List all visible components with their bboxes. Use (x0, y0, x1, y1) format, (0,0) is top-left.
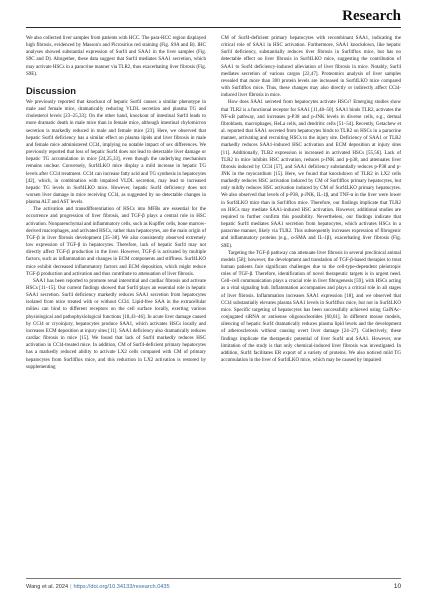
discussion-paragraph-3-continued: CM of Surf4-deficient primary hepatocytes with recombinant SAA1, indicating the critical role of SAA1 in HSC activation. Furthermore, SAA1 knockdown, like hepatic Surf4 deficiency, substantially reduces liver fibrosis in Surf4flox mice, but has no detectable effect on liver fibrosis in Surf4LKO mice, suggesting the contribution of SAA1 to Surf4 deficiency-induced alleviation of liver fibrosis in mice. Notably, Surf4 mediates secretion of various cargos [22,47]. Proteomics analysis of liver samples revealed that more than 300 protein levels are increased in Surf4LKO mice compared with Surf4flox mice. Thus, these changes may also directly or indirectly affect CCl4-induced liver fibrosis in mice. (221, 36, 401, 99)
doi-link[interactable]: https://doi.org/10.34133/research.0435 (73, 584, 170, 590)
discussion-paragraph-1: We previously reported that knockout of hepatic Surf4 causes a similar phenotype in male and female mice, dramatically reducing VLDL secretion and plasma TG and cholesterol levels [23–25,33]. On the other hand, knockout of intestinal Surf4 leads to more dramatic death in male mice than in female mice, although intestinal chylomicron secretion is markedly reduced in male and female mice [23]. Here, we observed that hepatic Surf4 deficiency has a similar effect on plasma lipids and liver fibrosis in male and female mice administered CCl4, implying no notable impact of sex differences. We previously reported that loss of hepatic Surf4 does not lead to detectable liver damage or hepatic TG accumulation in mice [24,25,33], even though the underlying mechanism remains unclear. Conversely, Surf4LKO mice display a mild increase in hepatic TG levels after CCl4 treatment. CCl4 can increase fatty acid and TG synthesis in hepatocytes [42], which, in combination with impaired VLDL secretion, may lead to increased hepatic TG levels in Surf4LKO mice. However, hepatic Surf4 deficiency does not worsen liver damage in mice receiving CCl4, as suggested by no detectable changes in plasma ALT and AST levels. (26, 99, 206, 206)
discussion-paragraph-4: How does SAA1 secreted from hepatocytes activate HSCs? Emerging studies show that TLR2 is a functional receptor for SAA1 [11,48–50]. SAA1 binds TLR2, activates the NF-κB pathway, and increases p-P38 and p-JNK levels in diverse cells, e.g., dermal fibroblasts, macrophages, HeLa cells, and dendritic cells [51–54]. Recently, Getachew et al. reported that SAA1 secreted from hepatocytes binds to TLR2 on HSCs in a paracrine manner, activating and recruiting HSCs to the injury site. Deficiency of SAA1 or TLR2 markedly reduces SAA1-induced HSC activation and ECM deposition at injury sites [11]. Additionally, TLR2 expression is increased in activated HSCs [55,56]. Lack of TLR2 in mice inhibits HSC activation, reduces p-JNK and p-p38, and attenuates liver fibrosis induced by CCl4 [57], and SAA1 deficiency substantially reduces p-P38 and p-JNK in the myocardium [15]. Here, we found that knockdown of TLR2 in LX2 cells markedly reduces HSC activation induced by CM of Surf4flox primary hepatocytes, but only mildly reduces HSC activation induced by CM of Surf4LKO primary hepatocytes. We also observed that levels of p-P38, p-JNK, IL-1β, and TNF-α in the liver were lower in Surf4LKO mice than in Surf4flox mice. Therefore, our findings implicate that TLR2 on HSCs may mediate SAA1-induced HSC activation. However, additional studies are required to further confirm this possibility. Nevertheless, our findings indicate that hepatic Surf4 mediates SAA1 secretion from hepatocytes, which activates HSCs in a paracrine manner, likely via TLR2. This subsequently increases expression of fibrogenic and inflammatory proteins (e.g., α-SMA and IL-1β), exacerbating liver fibrosis (Fig. S9E). (221, 100, 401, 249)
footer-rule (26, 578, 401, 579)
results-paragraph: We also collected liver samples from patients with HCC. The para-HCC region displayed high fibrosis, evidenced by Masson's and Picrosirius red staining (Fig. S9A and B). IHC analyses showed substantial expression of Surf4 and SAA1 in the liver samples (Fig. S9C and D). Altogether, these data suggest that Surf4 mediates SAA1 secretion, which may activate HSCs in a paracrine manner via TLR2, thus exacerbating liver fibrosis (Fig. S9E). (26, 36, 206, 77)
discussion-paragraph-5: Targeting the TGF-β pathway can attenuate liver fibrosis in several preclinical animal models [58]; however, the development and translation of TGF-β-based therapies to treat human patients face significant challenges due to the cell-type-dependent pleiotropic roles of TGF-β. Therefore, identification of novel therapeutic targets is in urgent need. Cell–cell communication plays a crucial role in liver fibrogenesis [59], with HSCs acting as a vital signaling hub. Inflammation accompanies and plays a critical role in all stages of liver fibrosis. Inflammation increases SAA1 expression [18], and we observed that CCl4 substantially elevates plasma SAA1 levels in Surf4flox mice, but not in Surf4LKO mice. Specific targeting of hepatocytes has been successfully achieved using GalNAc-conjugated siRNA or antisense oligonucleotides [60,61]. In different mouse models, silencing of hepatic Surf4 dramatically reduces plasma lipid levels and the development of atherosclerosis without causing overt liver damage [24–27]. Collectively, these findings implicate the therapeutic potential of liver Surf4 and SAA1. However, one limitation of the study is that only chemical-induced liver fibrosis was investigated. In addition, Surf4 facilitates ER export of a variety of proteins. We also noticed mild TG accumulation in the liver of Surf4LKO mice, which may be caused by impaired (221, 250, 401, 364)
left-column (26, 35, 206, 371)
discussion-heading: Discussion (26, 84, 77, 96)
citation-text: Wang et al. 2024 (26, 584, 69, 590)
discussion-paragraph-2: The activation and transdifferentiation of HSCs into MFBs are essential for the occurrence and progression of liver fibrosis, and TGF-β plays a central role in HSC activation. Nonparenchymal and inflammatory cells, such as Kupffer cells, bone marrow-derived macrophages, and activated HSCs, rather than hepatocytes, are the main origin of TGF-β in liver fibrosis development [35–38]. We also consistently observed extremely low expression of TGF-β in hepatocytes. Therefore, lack of hepatic Surf4 may not directly affect TGF-β production in the liver. However, TGF-β is activated by multiple factors, such as inflammation and changes in ECM components and stiffness. Surf4LKO mice exhibit decreased inflammatory factors and ECM deposition, which might reduce TGF-β production and activation and thus contribute to attenuation of liver fibrosis. (26, 207, 206, 277)
header-rule (26, 27, 401, 28)
journal-name: Research (342, 8, 401, 24)
footer-citation: Wang et al. 2024 | https://doi.org/10.34133/research.0435 (26, 584, 170, 590)
right-column (221, 35, 401, 364)
page-number: 10 (393, 583, 401, 590)
discussion-paragraph-3: SAA1 has been reported to promote renal interstitial and cardiac fibrosis and activate HSCs [11–15]. Our current findings showed that Surf4 plays an essential role in hepatic SAA1 secretion. Surf4 deficiency markedly reduces SAA1 secretion from hepatocytes isolated from mice treated with or without CCl4. Lipid-free SAA in the extracellular milieu can bind to different receptors on the cell surface locally, exerting various physiological and pathophysiological functions [18,43–46]. In acute liver damage caused by CCl4 or cryoinjury, hepatocytes produce SAA1, which activates HSCs locally and increases ECM deposition at injury sites [11]. SAA1 deficiency also dramatically reduces cardiac fibrosis in mice [15]. We found that lack of Surf4 markedly reduces HSC activation in CCl4-treated mice. In addition, CM of Surf4-deficient primary hepatocytes has a markedly reduced ability to activate LX2 cells compared with CM of primary hepatocytes from Surf4flox mice, and this reduction in LX2 activation is restored by supplementing (26, 278, 206, 370)
